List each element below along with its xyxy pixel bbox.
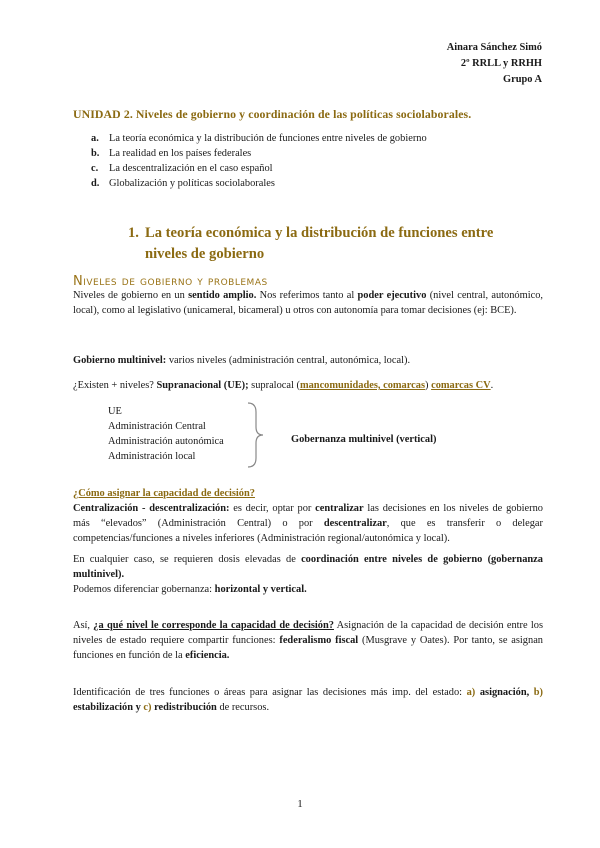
bold-text: sentido amplio. (188, 290, 257, 301)
unit-title: UNIDAD 2. Niveles de gobierno y coordinación de las políticas sociolaborales. (73, 107, 472, 121)
text: Nos referimos tanto al (256, 290, 358, 301)
section-title (128, 223, 538, 265)
bold-text: redistribución (151, 702, 217, 713)
bold-text: asignación, (475, 687, 530, 698)
paragraph-gobierno-multinivel (73, 353, 543, 368)
page-number: 1 (297, 798, 303, 810)
paragraph-coordinacion (73, 552, 543, 597)
link-mancomunidades[interactable]: mancomunidades, comarcas (299, 380, 426, 391)
toc-item (91, 131, 427, 146)
bold-text: eficiencia. (185, 650, 230, 661)
bold-text: descentralizar (323, 518, 387, 529)
text: Podemos diferenciar gobernanza: (73, 584, 215, 595)
table-of-contents (91, 131, 427, 191)
underlined-question: ¿a qué nivel le corresponde la capacidad de decisión? (93, 620, 334, 631)
list-letter: b) (529, 687, 544, 698)
toc-item (91, 146, 427, 161)
toc-text: La teoría económica y la distribución de funciones entre niveles de gobierno (109, 133, 427, 144)
toc-letter: a. (91, 133, 99, 144)
toc-text: La descentralización en el caso español (109, 163, 273, 174)
question-heading: ¿Cómo asignar la capacidad de decisión? (73, 488, 255, 499)
text: de recursos. (216, 702, 270, 713)
section-title-text: La teoría económica y la distribución de funciones entre niveles de gobierno (145, 225, 494, 262)
toc-letter: d. (91, 178, 100, 189)
toc-text: Globalización y políticas sociolaborales (109, 178, 275, 189)
text: (nivel central, autonómico, local), como al legislativo (unicameral, bicameral) u otros con autonomía para tomar decisiones (ej: BCE). (73, 290, 544, 316)
text: ) (425, 380, 432, 391)
paragraph-federalismo (73, 618, 543, 663)
level-item: Administración autonómica (108, 436, 224, 447)
governance-label: Gobernanza multinivel (vertical) (291, 434, 437, 445)
text: . (490, 380, 494, 391)
paragraph-funciones (73, 685, 543, 715)
text: varios niveles (administración central, autonómica, local). (166, 355, 411, 366)
bold-text: horizontal y vertical. (214, 584, 307, 595)
bold-text: federalismo fiscal (279, 635, 359, 646)
text: , que es transferir o delegar competencias/funciones a niveles inferiores (Administración regional/autonómica y local). (73, 518, 543, 544)
text: (Musgrave y Oates). Por tanto, se asignan funciones en función de la (73, 635, 544, 661)
bold-text: coordinación entre niveles de gobierno (gobernanza multinivel). (73, 554, 543, 580)
bold-text: Supranacional (UE); (156, 380, 249, 391)
text: ¿Existen + niveles? (73, 380, 157, 391)
level-item: Administración Central (108, 421, 206, 432)
list-letter: c) (140, 702, 152, 713)
group-name: Grupo A (503, 74, 542, 85)
toc-letter: b. (91, 148, 100, 159)
link-comarcas-cv[interactable]: comarcas CV (431, 380, 491, 391)
government-levels-list (108, 404, 224, 464)
subheading: Niveles de gobierno y problemas (73, 274, 268, 289)
text: es decir, optar por (229, 503, 316, 514)
text: supralocal ( (248, 380, 300, 391)
text: Así, (73, 620, 94, 631)
toc-letter: c. (91, 163, 99, 174)
author-header (447, 40, 542, 88)
level-item: Administración local (108, 451, 196, 462)
paragraph-mas-niveles (73, 378, 543, 393)
bold-text: poder ejecutivo (357, 290, 427, 301)
level-item: UE (108, 406, 122, 417)
bold-text: Centralización - descentralización: (73, 503, 230, 514)
bold-text: estabilización y (73, 702, 141, 713)
bold-text: centralizar (315, 503, 364, 514)
toc-item (91, 161, 427, 176)
toc-item (91, 176, 427, 191)
curly-brace-icon (246, 402, 268, 468)
author-name: Ainara Sánchez Simó (446, 42, 542, 53)
section-number: 1. (128, 225, 139, 241)
bold-text: Gobierno multinivel: (73, 355, 167, 366)
text: Asignación de la capacidad de decisión entre los niveles de estado requiere compartir funciones: (73, 620, 543, 646)
toc-text: La realidad en los países federales (109, 148, 252, 159)
paragraph-sentido-amplio (73, 288, 543, 318)
course-name: 2º RRLL y RRHH (460, 58, 542, 69)
paragraph-centralizacion (73, 501, 543, 546)
list-letter: a) (466, 687, 476, 698)
text: En cualquier caso, se requieren dosis elevadas de (73, 554, 302, 565)
text: las decisiones en los niveles de gobierno más “elevados” (Administración Central) o por (73, 503, 543, 529)
text: Niveles de gobierno en un (73, 290, 189, 301)
text: Identificación de tres funciones o áreas para asignar las decisiones más imp. del estado: (73, 687, 467, 698)
